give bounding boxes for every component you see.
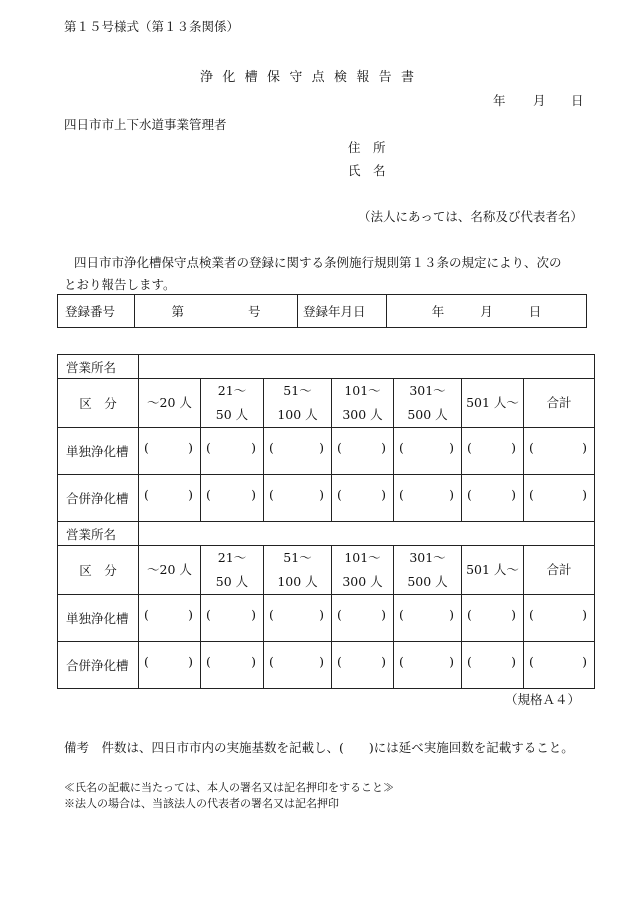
paren-close: ) [188, 606, 193, 622]
paren-open: ( [337, 486, 342, 502]
col-header-4 [332, 379, 394, 428]
col-header-3 [264, 379, 332, 428]
count-cell[interactable] [264, 475, 332, 522]
paren-open: ( [144, 606, 149, 622]
corporation-note: （法人にあっては、名称及び代表者名） [358, 209, 583, 224]
paren-close: ) [582, 486, 588, 502]
paren-close: ) [251, 439, 256, 455]
paren-open: ( [399, 653, 404, 669]
count-cell[interactable] [462, 428, 524, 475]
col-header-3-l1: 51～ [283, 383, 312, 398]
paren-close: ) [319, 486, 324, 502]
col-header-4-l2: 300 人 [342, 407, 383, 422]
count-cell[interactable] [394, 595, 462, 642]
col-header-2-l2: 50 人 [215, 574, 249, 589]
paren-open: ( [144, 486, 149, 502]
paren-close: ) [319, 439, 324, 455]
paren-close: ) [188, 439, 193, 455]
col-header-4-l1: 101～ [344, 383, 381, 398]
registration-date-label: 登録年月日 [298, 295, 387, 328]
paren-open: ( [467, 653, 472, 669]
table-row [58, 475, 595, 522]
col-header-5-l2: 500 人 [407, 407, 448, 422]
row-label-single: 単独浄化槽 [58, 428, 139, 475]
table-row [58, 428, 595, 475]
paren-close: ) [251, 486, 256, 502]
date-day: 日 [571, 93, 584, 108]
row-label-combined: 合併浄化槽 [58, 642, 139, 689]
paren-close: ) [511, 653, 516, 669]
count-cell[interactable] [139, 595, 201, 642]
col-header-6 [462, 546, 524, 595]
paren-open: ( [269, 439, 274, 455]
office-name-field[interactable] [139, 522, 595, 546]
count-cell[interactable] [524, 428, 595, 475]
col-header-3 [264, 546, 332, 595]
col-header-5-l1: 301～ [409, 550, 446, 565]
col-header-7 [524, 546, 595, 595]
col-header-6-l1: 501 人～ [466, 562, 519, 577]
paren-close: ) [381, 486, 386, 502]
office-name-label: 営業所名 [58, 355, 139, 379]
paren-close: ) [319, 653, 324, 669]
count-cell[interactable] [462, 595, 524, 642]
paren-close: ) [449, 653, 454, 669]
count-cell[interactable] [139, 428, 201, 475]
paren-close: ) [449, 439, 454, 455]
count-cell[interactable] [332, 642, 394, 689]
col-header-6-l1: 501 人～ [466, 395, 519, 410]
col-header-4-l1: 101～ [344, 550, 381, 565]
col-header-3-l2: 100 人 [277, 407, 318, 422]
count-cell[interactable] [462, 642, 524, 689]
col-header-4 [332, 546, 394, 595]
paren-close: ) [381, 606, 386, 622]
date-year: 年 [493, 93, 506, 108]
col-header-7-l1: 合計 [546, 395, 572, 410]
count-cell[interactable] [524, 595, 595, 642]
col-header-1 [139, 379, 201, 428]
col-header-5 [394, 546, 462, 595]
paren-open: ( [206, 653, 211, 669]
row-label-combined: 合併浄化槽 [58, 475, 139, 522]
paren-open: ( [337, 653, 342, 669]
category-label: 区 分 [58, 546, 139, 595]
count-cell[interactable] [201, 428, 264, 475]
date-month: 月 [533, 93, 546, 108]
col-header-3-l2: 100 人 [277, 574, 318, 589]
category-label: 区 分 [58, 379, 139, 428]
count-cell[interactable] [394, 475, 462, 522]
body-text-line1: 四日市市浄化槽保守点検業者の登録に関する条例施行規則第１３条の規定により、次の [74, 255, 562, 270]
paren-open: ( [144, 653, 149, 669]
paren-open: ( [399, 606, 404, 622]
registration-number-prefix: 第 [171, 304, 184, 319]
count-cell[interactable] [524, 475, 595, 522]
paren-close: ) [251, 606, 256, 622]
form-number: 第１５号様式（第１３条関係） [64, 19, 240, 34]
paren-open: ( [269, 606, 274, 622]
paren-open: ( [529, 606, 534, 622]
col-header-5 [394, 379, 462, 428]
office-name-field[interactable] [139, 355, 595, 379]
paren-open: ( [144, 439, 149, 455]
registration-date-month: 月 [480, 304, 493, 319]
address-label: 住 所 [348, 140, 386, 155]
registration-date-cell[interactable] [387, 295, 587, 328]
table-row [58, 642, 595, 689]
registration-number-cell[interactable] [135, 295, 298, 328]
count-cell[interactable] [332, 475, 394, 522]
paren-close: ) [381, 439, 386, 455]
count-cell[interactable] [201, 642, 264, 689]
name-label: 氏 名 [348, 163, 386, 178]
count-cell[interactable] [201, 475, 264, 522]
col-header-7 [524, 379, 595, 428]
count-cell[interactable] [394, 428, 462, 475]
paren-close: ) [511, 606, 516, 622]
paren-open: ( [399, 486, 404, 502]
col-header-3-l1: 51～ [283, 550, 312, 565]
paren-open: ( [269, 486, 274, 502]
count-cell[interactable] [201, 595, 264, 642]
count-cell[interactable] [332, 595, 394, 642]
paren-open: ( [337, 439, 342, 455]
col-header-1 [139, 546, 201, 595]
office-name-label: 営業所名 [58, 522, 139, 546]
paren-close: ) [511, 439, 516, 455]
office-table-2 [57, 521, 595, 689]
remarks: 備考 件数は、四日市市内の実施基数を記載し、( )には延べ実施回数を記載すること。 [64, 740, 574, 755]
col-header-6 [462, 379, 524, 428]
registration-number-label: 登録番号 [58, 295, 135, 328]
paren-close: ) [319, 606, 324, 622]
paren-open: ( [337, 606, 342, 622]
paren-open: ( [529, 439, 534, 455]
col-header-1-l1: ～20 人 [147, 395, 192, 410]
count-cell[interactable] [139, 642, 201, 689]
registration-number-suffix: 号 [247, 304, 261, 319]
paren-close: ) [582, 653, 588, 669]
col-header-2 [201, 546, 264, 595]
paren-close: ) [511, 486, 516, 502]
paren-close: ) [188, 653, 193, 669]
paren-open: ( [206, 486, 211, 502]
row-label-single: 単独浄化槽 [58, 595, 139, 642]
col-header-4-l2: 300 人 [342, 574, 383, 589]
paren-close: ) [449, 606, 454, 622]
col-header-2 [201, 379, 264, 428]
count-cell[interactable] [139, 475, 201, 522]
count-cell[interactable] [462, 475, 524, 522]
paren-open: ( [467, 439, 472, 455]
paren-open: ( [529, 653, 534, 669]
col-header-5-l2: 500 人 [407, 574, 448, 589]
col-header-2-l1: 21～ [217, 550, 247, 565]
registration-date-day: 日 [528, 304, 542, 319]
count-cell[interactable] [264, 642, 332, 689]
paren-close: ) [188, 486, 193, 502]
paren-open: ( [529, 486, 534, 502]
body-text-line2: とおり報告します。 [64, 277, 176, 292]
note-line-2: ※法人の場合は、当該法人の代表者の署名又は記名押印 [64, 797, 339, 810]
office-table-1 [57, 354, 595, 522]
paren-open: ( [206, 439, 211, 455]
paren-close: ) [582, 606, 588, 622]
count-cell[interactable] [264, 428, 332, 475]
table-row [58, 595, 595, 642]
paren-close: ) [449, 486, 454, 502]
paren-open: ( [399, 439, 404, 455]
count-cell[interactable] [264, 595, 332, 642]
size-note: （規格Ａ４） [505, 692, 581, 707]
count-cell[interactable] [394, 642, 462, 689]
paren-open: ( [206, 606, 211, 622]
paren-close: ) [251, 653, 256, 669]
count-cell[interactable] [524, 642, 595, 689]
col-header-5-l1: 301～ [409, 383, 446, 398]
col-header-1-l1: ～20 人 [147, 562, 192, 577]
paren-close: ) [381, 653, 386, 669]
addressee: 四日市市上下水道事業管理者 [64, 117, 227, 132]
registration-table [57, 294, 587, 328]
col-header-2-l2: 50 人 [215, 407, 249, 422]
paren-open: ( [269, 653, 274, 669]
col-header-7-l1: 合計 [546, 562, 572, 577]
registration-date-year: 年 [431, 304, 445, 319]
note-line-1: ≪氏名の記載に当たっては、本人の署名又は記名押印をすること≫ [64, 781, 394, 794]
col-header-2-l1: 21～ [217, 383, 247, 398]
paren-close: ) [582, 439, 588, 455]
paren-open: ( [467, 606, 472, 622]
paren-open: ( [467, 486, 472, 502]
page-title: 浄 化 槽 保 守 点 検 報 告 書 [200, 70, 417, 85]
count-cell[interactable] [332, 428, 394, 475]
